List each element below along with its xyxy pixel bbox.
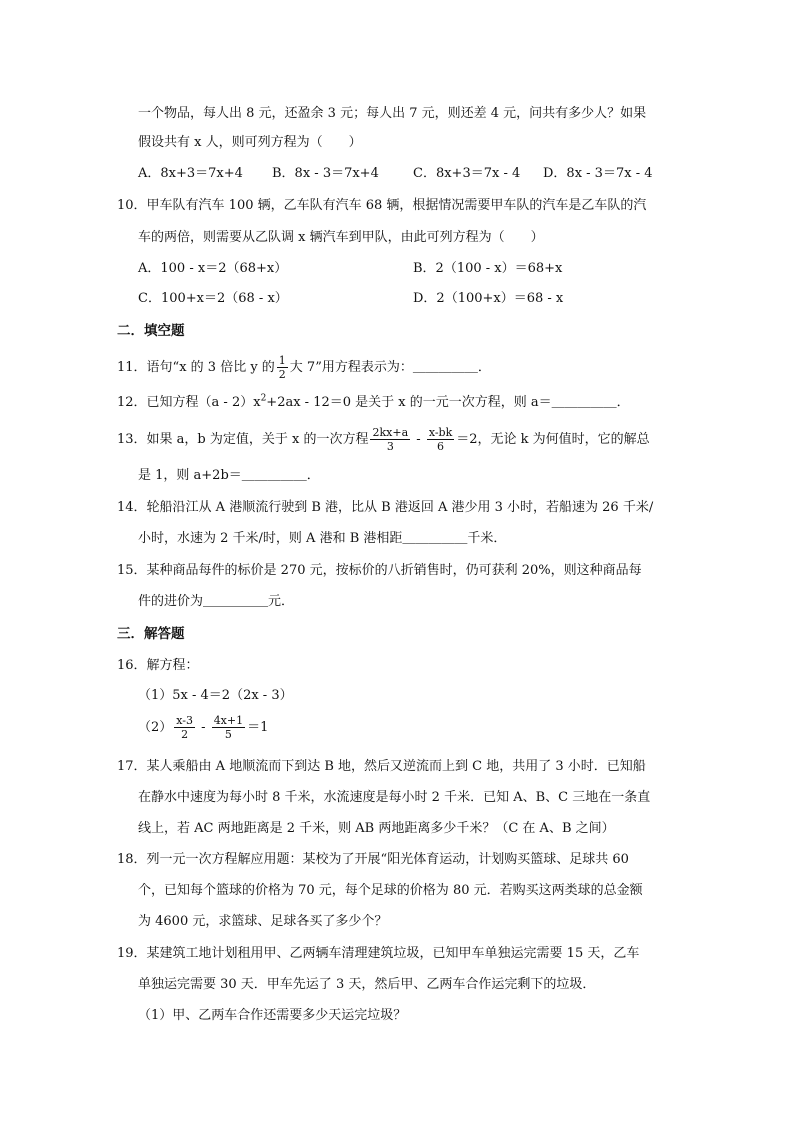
q13-line-1 (117, 425, 650, 455)
q16-fraction-2 (212, 714, 245, 741)
q16-part-2 (138, 712, 268, 744)
q13-text-after: ＝2，无论 k 为何值时，它的解总 (456, 432, 650, 447)
q19-line-2: 单独运完需要 30 天．甲车先运了 3 天，然后甲、乙两车合作运完剩下的垃圾． (138, 977, 596, 992)
q16-part-2-label: （2） (138, 720, 173, 735)
q16-fraction-2-numerator: 4x+1 (213, 714, 244, 727)
q12-text-after: +2ax - 12＝0 是关于 x 的一元一次方程，则 a＝＿＿＿＿＿． (266, 395, 630, 410)
q17-line-2: 在静水中速度为每小时 8 千米，水流速度是每小时 2 千米．已知 A、B、C 三地在一条直 (138, 790, 651, 805)
q16-fraction-2-denominator: 5 (224, 728, 232, 741)
q17-line-1: 17．某人乘船由 A 地顺流而下到达 B 地，然后又逆流而上到 C 地，共用了 3 小时．已知船 (117, 759, 646, 774)
q13-fraction-2-denominator: 6 (437, 440, 445, 453)
q18-line-1: 18．列一元一次方程解应用题：某校为了开展“阳光体育运动，计划购买篮球、足球共 60 (117, 852, 629, 867)
q13-fraction-2-numerator: x-bk (428, 426, 453, 439)
q11-text-before: 11．语句“x 的 3 倍比 y 的 (117, 360, 275, 375)
q16-part-2-after: ＝1 (247, 720, 269, 735)
q16-part-1: （1）5x - 4＝2（2x - 3） (138, 688, 293, 703)
q9-option-b: B．8x - 3＝7x+4 (272, 166, 379, 181)
q14-line-1: 14．轮船沿江从 A 港顺流行驶到 B 港，比从 B 港返回 A 港少用 3 小时，若船速为 26 千米/ (117, 500, 654, 515)
q13-line-2: 是 1，则 a+2b＝＿＿＿＿＿． (138, 468, 320, 483)
q19-line-3: （1）甲、乙两车合作还需要多少天运完垃圾？ (138, 1008, 407, 1023)
q15-line-1: 15．某种商品每件的标价是 270 元，按标价的八折销售时，仍可获利 20%，则这种商品每 (117, 563, 642, 578)
q14-line-2: 小时，水速为 2 千米/时，则 A 港和 B 港相距＿＿＿＿＿千米． (138, 531, 507, 546)
q11-fraction-numerator: 1 (278, 354, 286, 367)
q16-fraction-1-denominator: 2 (181, 728, 189, 741)
q13-fraction-1-denominator: 3 (386, 440, 394, 453)
q11-fraction-denominator: 2 (278, 368, 286, 381)
q9-option-c: C．8x+3＝7x - 4 (413, 166, 521, 181)
q12 (117, 393, 630, 413)
q9-line-1: 一个物品，每人出 8 元，还盈余 3 元；每人出 7 元，则还差 4 元，问共有多少人？如果 (138, 106, 647, 121)
q10-line-1: 10．甲车队有汽车 100 辆，乙车队有汽车 68 辆，根据情况需要甲车队的汽车是乙车队的汽 (117, 198, 647, 213)
q18-line-3: 为 4600 元，求篮球、足球各买了多少个？ (138, 914, 388, 929)
q10-option-c: C．100+x＝2（68 - x） (138, 291, 288, 306)
q13-minus: - (412, 432, 425, 447)
q12-text-before: 12．已知方程（a - 2）x (117, 395, 261, 410)
q9-line-2: 假设共有 x 人，则可列方程为（ ） (138, 135, 362, 150)
q13-text-before: 13．如果 a，b 为定值，关于 x 的一次方程 (117, 432, 369, 447)
section-solve-heading: 三．解答题 (117, 626, 185, 642)
q16-fraction-1 (174, 714, 195, 741)
q11-text-after: 大 7”用方程表示为：＿＿＿＿＿． (289, 360, 491, 375)
q18-line-2: 个，已知每个篮球的价格为 70 元，每个足球的价格为 80 元．若购买这两类球的总金额 (138, 883, 643, 898)
q12-exponent: 2 (260, 393, 267, 404)
q10-option-d: D．2（100+x）＝68 - x (413, 291, 564, 306)
q10-line-2: 车的两倍，则需要从乙队调 x 辆汽车到甲队，由此可列方程为（ ） (138, 230, 544, 245)
q13-fraction-1 (370, 426, 410, 453)
q16-minus: - (197, 720, 210, 735)
q15-line-2: 件的进价为＿＿＿＿＿元． (138, 594, 295, 609)
q9-option-d: D．8x - 3＝7x - 4 (543, 166, 653, 181)
q10-option-a: A．100 - x＝2（68+x） (138, 261, 288, 276)
q11 (117, 354, 491, 381)
q19-line-1: 19．某建筑工地计划租用甲、乙两辆车清理建筑垃圾，已知甲车单独运完需要 15 天，乙车 (117, 946, 640, 961)
q13-fraction-2 (427, 426, 454, 453)
q9-option-a: A．8x+3＝7x+4 (138, 166, 243, 181)
q10-option-b: B．2（100 - x）＝68+x (413, 261, 563, 276)
section-fill-in-heading: 二．填空题 (117, 323, 185, 339)
q16-title: 16．解方程： (117, 658, 199, 673)
q16-fraction-1-numerator: x-3 (176, 714, 194, 727)
q13-fraction-1-numerator: 2kx+a (372, 426, 409, 439)
q11-fraction (277, 354, 288, 381)
q17-line-3: 线上，若 AC 两地距离是 2 千米，则 AB 两地距离多少千米？（C 在 A、B 之间） (138, 821, 615, 836)
